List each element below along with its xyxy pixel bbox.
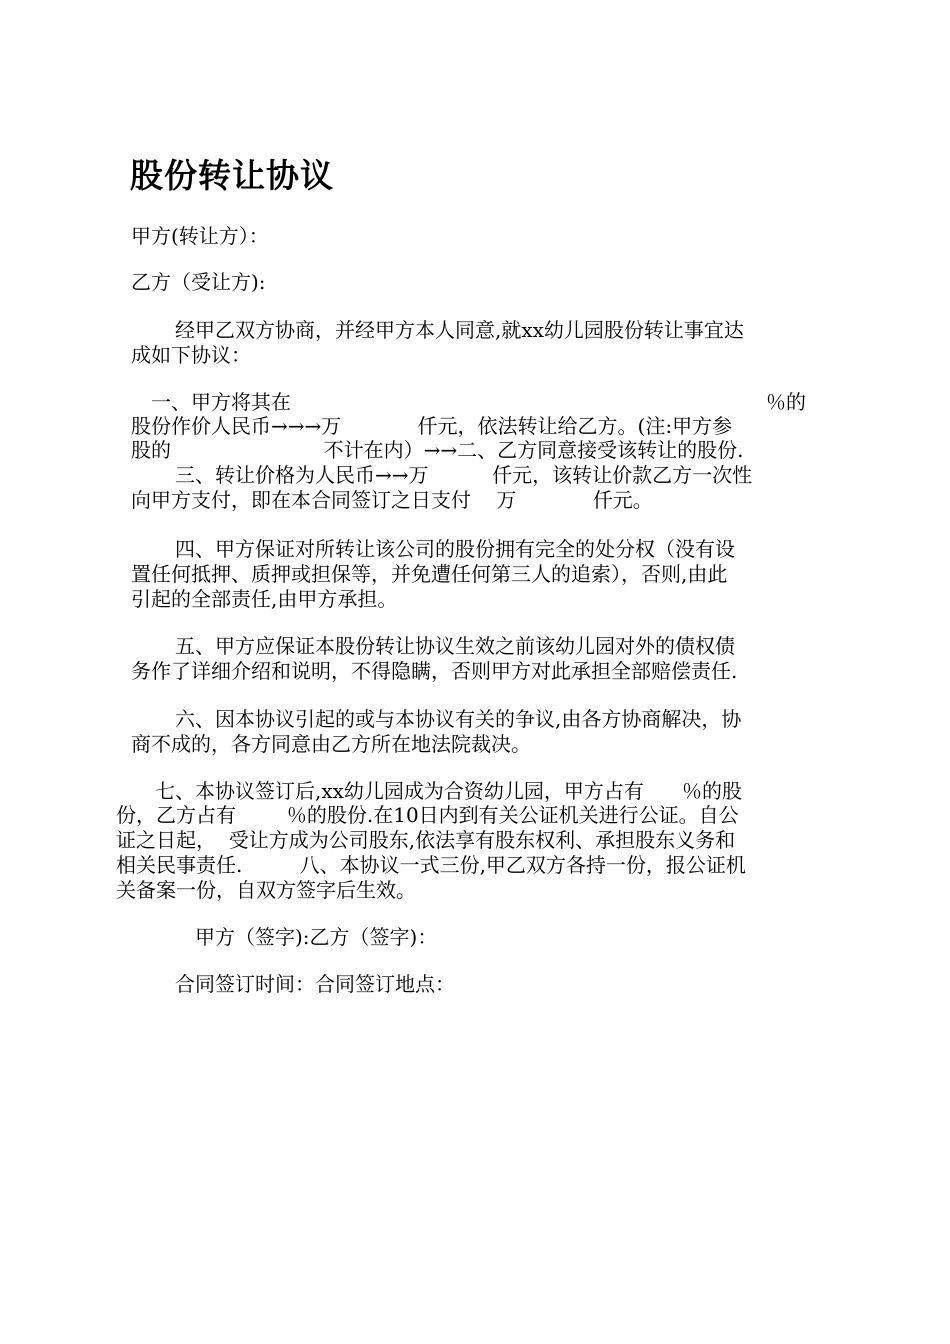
contract-info-line: 合同签订时间：合同签订地点： — [175, 972, 455, 996]
clause-3-line-1: 三、转让价格为人民币→→万 仟元，该转让价款乙方一次性 — [175, 463, 753, 487]
clause-1-line-1-start: 一、甲方将其在 — [151, 390, 291, 414]
clause-1-line-2: 股份作价人民币→→→万 仟元，依法转让给乙方。(注:甲方参 — [131, 414, 733, 438]
clause-7-line-5: 关备案一份，自双方签字后生效。 — [116, 878, 416, 902]
clause-6-line-1: 六、因本协议引起的或与本协议有关的争议,由各方协商解决，协 — [175, 707, 742, 731]
clause-1-line-1-end: ％的 — [766, 390, 806, 414]
clause-1-line-3: 股的 不计在内）→→二、乙方同意接受该转让的股份. — [131, 438, 744, 462]
clause-4-line-3: 引起的全部责任,由甲方承担。 — [131, 587, 398, 611]
clause-7-line-4: 相关民事责任. 八、本协议一式三份,甲乙双方各持一份，报公证机 — [116, 853, 746, 877]
clause-7-line-3: 证之日起， 受让方成为公司股东,依法享有股东权利、承担股东义务和 — [116, 828, 736, 852]
clause-6-line-2: 商不成的，各方同意由乙方所在地法院裁决。 — [131, 732, 531, 756]
clause-7-line-1: 七、本协议签订后,xx幼儿园成为合资幼儿园，甲方占有 ％的股 — [155, 779, 743, 803]
clause-5-line-2: 务作了详细介绍和说明，不得隐瞒，否则甲方对此承担全部赔偿责任. — [131, 659, 738, 683]
clause-7-line-2: 份，乙方占有 ％的股份.在10日内到有关公证机关进行公证。自公 — [116, 803, 739, 827]
party-a-line: 甲方(转让方）： — [131, 224, 269, 248]
clause-3-line-2: 向甲方支付，即在本合同签订之日支付 万 仟元。 — [131, 488, 653, 512]
clause-4-line-2: 置任何抵押、质押或担保等，并免遭任何第三人的追索），否则,由此 — [131, 562, 728, 586]
party-b-line: 乙方（受让方): — [131, 270, 266, 294]
signatures-line: 甲方（签字):乙方（签字)： — [195, 925, 438, 949]
intro-line-2: 成如下协议： — [131, 343, 251, 367]
document-title: 股份转让协议 — [130, 156, 334, 195]
clause-5-line-1: 五、甲方应保证本股份转让协议生效之前该幼儿园对外的债权债 — [175, 634, 735, 658]
clause-4-line-1: 四、甲方保证对所转让该公司的股份拥有完全的处分权（没有设 — [175, 537, 735, 561]
intro-line-1: 经甲乙双方协商，并经甲方本人同意,就xx幼儿园股份转让事宜达 — [175, 318, 744, 342]
